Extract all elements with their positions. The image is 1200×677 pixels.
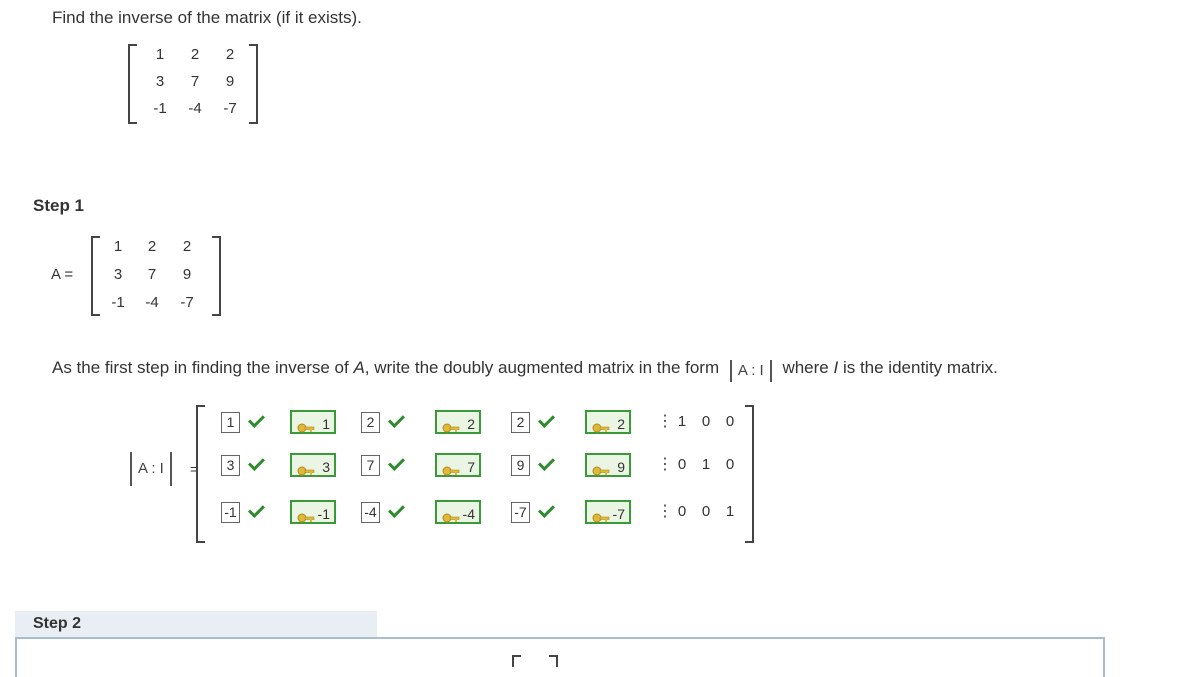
answer-key-box[interactable] <box>435 410 481 434</box>
answer-key-value: -4 <box>462 506 475 522</box>
identity-cell: 0 <box>701 413 711 430</box>
check-icon <box>248 411 265 428</box>
key-icon <box>297 460 315 472</box>
augment-separator: ⋮ <box>657 413 673 430</box>
matrix-cell: -7 <box>180 294 194 311</box>
entry-input[interactable]: -7 <box>511 502 530 523</box>
matrix-cell: -4 <box>188 100 202 117</box>
matrix-cell: 3 <box>155 73 165 90</box>
identity-cell: 0 <box>725 413 735 430</box>
answer-key-value: 2 <box>467 416 475 432</box>
check-icon <box>248 501 265 518</box>
entry-input[interactable]: 9 <box>511 455 530 476</box>
step1-description: As the first step in finding the inverse of A, write the doubly augmented matrix in the form A : I where I is the identity matrix. <box>52 358 998 380</box>
matrix-cell: 2 <box>190 46 200 63</box>
answer-key-box[interactable] <box>585 410 631 434</box>
key-icon <box>592 460 610 472</box>
identity-cell: 1 <box>701 456 711 473</box>
key-icon <box>442 460 460 472</box>
check-icon <box>538 411 555 428</box>
key-icon <box>592 507 610 519</box>
matrix-cell: 7 <box>147 266 157 283</box>
answer-key-value: 7 <box>467 459 475 475</box>
matrix-cell: -4 <box>145 294 159 311</box>
key-icon <box>442 507 460 519</box>
step2-matrix-bracket-right <box>549 655 558 667</box>
entry-input[interactable]: 7 <box>361 455 380 476</box>
entry-input[interactable]: 2 <box>511 412 530 433</box>
entry-input[interactable]: -4 <box>361 502 380 523</box>
answer-key-box[interactable] <box>290 500 336 524</box>
identity-cell: 0 <box>701 503 711 520</box>
identity-cell: 0 <box>725 456 735 473</box>
key-icon <box>297 507 315 519</box>
matrix-cell: 3 <box>113 266 123 283</box>
entry-input[interactable]: 2 <box>361 412 380 433</box>
matrix-cell: 2 <box>225 46 235 63</box>
question-matrix <box>128 44 258 124</box>
answer-key-value: 9 <box>617 459 625 475</box>
matrix-cell: -1 <box>111 294 125 311</box>
key-icon <box>297 417 315 429</box>
matrix-cell: 1 <box>155 46 165 63</box>
key-icon <box>442 417 460 429</box>
augmented-matrix-bracket-left <box>196 405 205 543</box>
check-icon <box>248 454 265 471</box>
answer-key-value: -1 <box>317 506 330 522</box>
matrix-cell: 2 <box>182 238 192 255</box>
answer-key-box[interactable] <box>435 453 481 477</box>
matrix-cell: 1 <box>113 238 123 255</box>
identity-cell: 1 <box>677 413 687 430</box>
augment-separator: ⋮ <box>657 503 673 520</box>
augmented-notation: A : I <box>130 452 172 486</box>
entry-input[interactable]: 1 <box>221 412 240 433</box>
check-icon <box>388 501 405 518</box>
matrix-cell: 9 <box>182 266 192 283</box>
answer-key-box[interactable] <box>585 453 631 477</box>
step2-label[interactable]: Step 2 <box>15 611 377 637</box>
check-icon <box>538 454 555 471</box>
identity-cell: 1 <box>725 503 735 520</box>
step1-label: Step 1 <box>33 196 85 215</box>
matrix-a <box>91 236 221 316</box>
answer-key-box[interactable] <box>290 453 336 477</box>
answer-key-value: 1 <box>322 416 330 432</box>
check-icon <box>388 411 405 428</box>
key-icon <box>592 417 610 429</box>
answer-key-value: 3 <box>322 459 330 475</box>
matrix-cell: -7 <box>223 100 237 117</box>
entry-input[interactable]: 3 <box>221 455 240 476</box>
entry-input[interactable]: -1 <box>221 502 240 523</box>
answer-key-box[interactable] <box>435 500 481 524</box>
augment-separator: ⋮ <box>657 456 673 473</box>
a-equals-label: A = <box>51 266 74 283</box>
matrix-cell: -1 <box>153 100 167 117</box>
check-icon <box>538 501 555 518</box>
question-text: Find the inverse of the matrix (if it exists). <box>52 8 362 27</box>
step2-matrix-bracket-left <box>512 655 521 667</box>
identity-cell: 0 <box>677 503 687 520</box>
matrix-cell: 9 <box>225 73 235 90</box>
step2-panel <box>15 637 1105 677</box>
equals-sign: = <box>190 461 199 477</box>
matrix-cell: 2 <box>147 238 157 255</box>
matrix-cell: 7 <box>190 73 200 90</box>
augmented-form-notation: A : I <box>730 360 772 382</box>
augmented-matrix-bracket-right <box>745 405 754 543</box>
identity-cell: 0 <box>677 456 687 473</box>
answer-key-value: 2 <box>617 416 625 432</box>
check-icon <box>388 454 405 471</box>
answer-key-box[interactable] <box>290 410 336 434</box>
answer-key-box[interactable] <box>585 500 631 524</box>
answer-key-value: -7 <box>612 506 625 522</box>
